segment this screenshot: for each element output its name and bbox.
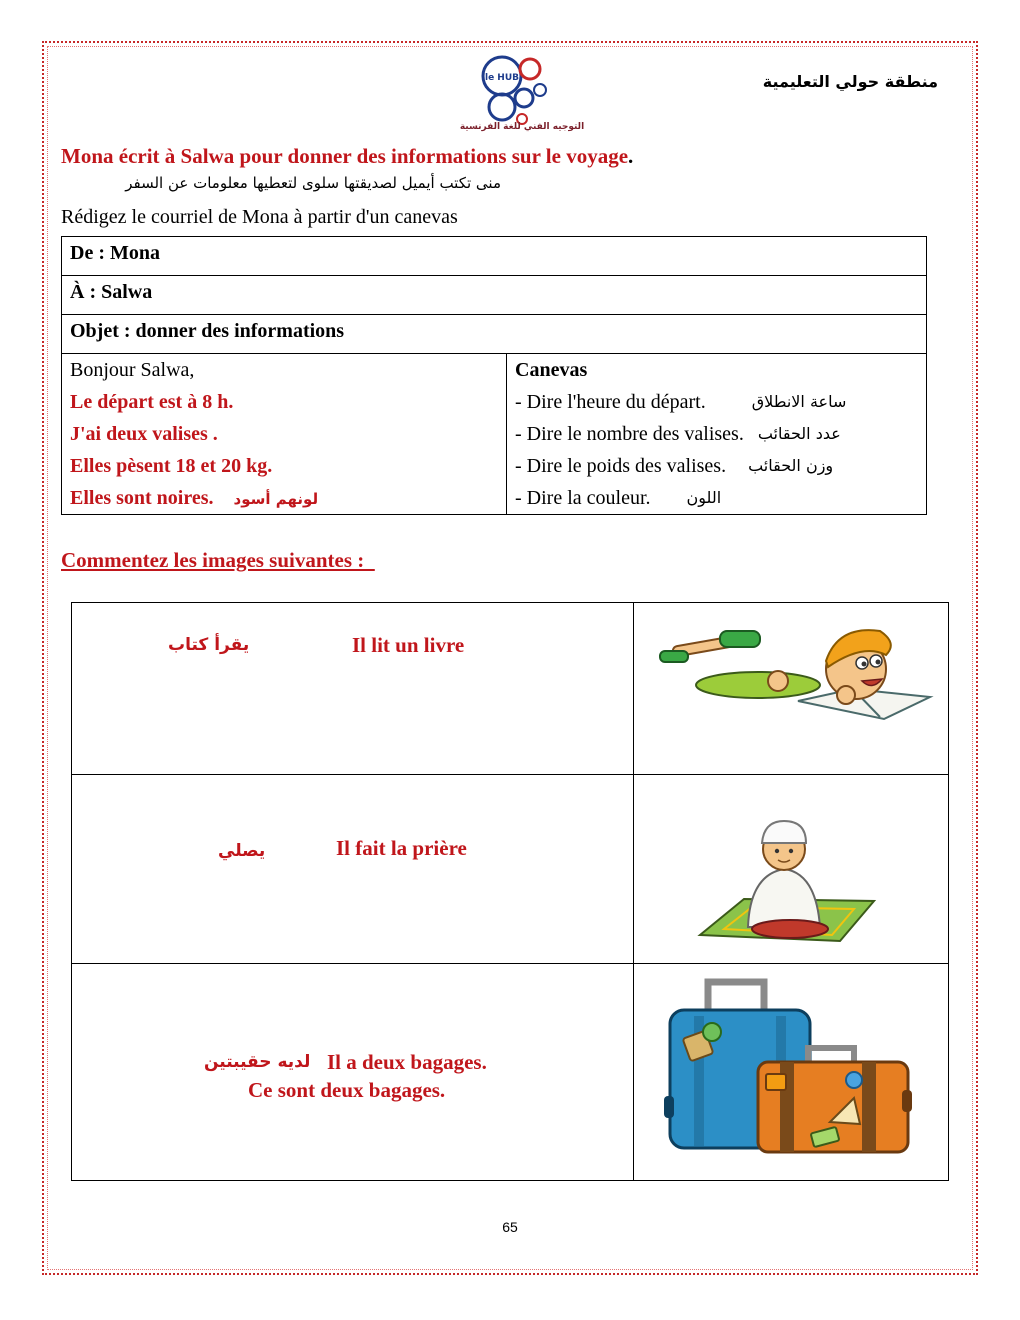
- instruction: Rédigez le courriel de Mona à partir d'un canevas: [61, 206, 458, 228]
- answer-arabic: لديه حقيبتين: [204, 1052, 311, 1072]
- email-from: De : Mona: [62, 237, 927, 276]
- email-to: À : Salwa: [62, 276, 927, 315]
- email-table: [61, 236, 927, 515]
- answer-french: Il a deux bagages.: [327, 1050, 487, 1074]
- boy-reading-image: [648, 617, 938, 727]
- suitcases-image: [658, 976, 918, 1156]
- answer-cell: [72, 964, 634, 1181]
- boy-praying-image: [694, 817, 894, 947]
- answer-cell: [72, 775, 634, 964]
- answer-line: Le départ est à 8 h.: [70, 391, 234, 413]
- image-cell: [633, 964, 948, 1181]
- email-body: [62, 354, 507, 515]
- answer-arabic: يصلي: [218, 841, 266, 861]
- canevas-item: - Dire le nombre des valises. عدد الحقائب: [515, 423, 841, 445]
- canevas-item: - Dire l'heure du départ. ساعة الانطلاق: [515, 391, 847, 413]
- answer-french: Il lit un livre: [352, 633, 465, 657]
- arabic-instruction: منى تكتب أيميل لصديقتها سلوى لتعطيها معلومات عن السفر: [125, 174, 501, 192]
- page-number: 65: [502, 1219, 518, 1235]
- email-subject: Objet : donner des informations: [62, 315, 927, 354]
- answer-french-2: Ce sont deux bagages.: [248, 1078, 446, 1102]
- answer-french: Il fait la prière: [336, 836, 467, 860]
- exercise1-title: Mona écrit à Salwa pour donner des informations sur le voyage.: [61, 144, 634, 168]
- canevas-item: - Dire la couleur. اللون: [515, 487, 722, 509]
- image-cell: [633, 603, 948, 775]
- exercise2-title: Commentez les images suivantes :: [61, 548, 375, 572]
- answer-line: J'ai deux valises .: [70, 423, 218, 445]
- answer-cell: [72, 603, 634, 775]
- canevas-item: - Dire le poids des valises. وزن الحقائب: [515, 455, 834, 477]
- canevas-title: Canevas: [515, 359, 588, 381]
- image-cell: [633, 775, 948, 964]
- answer-arabic-note: لونهم أسود: [233, 490, 319, 508]
- region-label: منطقة حولي التعليمية: [762, 72, 938, 91]
- answer-line: Elles sont noires. لونهم أسود: [70, 482, 498, 514]
- canevas-cell: [507, 354, 927, 515]
- email-greeting: Bonjour Salwa,: [70, 359, 195, 381]
- logo-caption: التوجيه الفني للغة الفرنسية: [459, 122, 585, 132]
- images-table: [71, 602, 949, 1181]
- logo-text: le HUB: [484, 73, 520, 83]
- answer-line: Elles pèsent 18 et 20 kg.: [70, 455, 273, 477]
- answer-arabic: يقرأ كتاب: [168, 635, 250, 655]
